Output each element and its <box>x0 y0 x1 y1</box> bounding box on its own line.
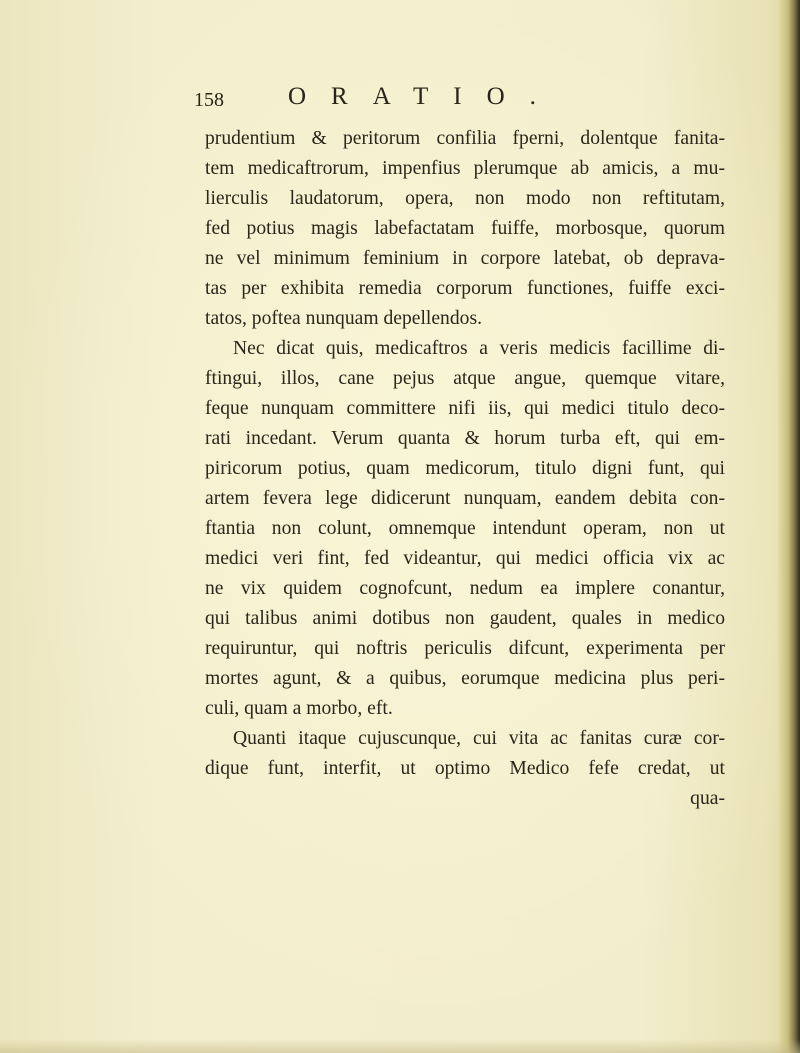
page-edge-shadow <box>778 0 800 1053</box>
text-line: rati incedant. Verum quanta & horum turba eft, qui em- <box>205 428 725 449</box>
text-line: ftantia non colunt, omnemque intendunt operam, non ut <box>205 518 725 539</box>
text-line: tas per exhibita remedia corporum functiones, fuiffe exci- <box>205 278 725 299</box>
text-line: medici veri fint, fed videantur, qui medici officia vix ac <box>205 548 725 569</box>
text-line: requiruntur, qui noftris periculis difcunt, experimenta per <box>205 638 725 659</box>
page-header <box>194 83 714 123</box>
paragraph-start-line: Quanti itaque cujuscunque, cui vita ac fanitas curæ cor- <box>233 728 725 749</box>
text-line: fed potius magis labefactatam fuiffe, morbosque, quorum <box>205 218 725 239</box>
catchword: qua- <box>690 788 725 809</box>
text-line: artem fevera lege didicerunt nunquam, eandem debita con- <box>205 488 725 509</box>
text-line: qui talibus animi dotibus non gaudent, quales in medico <box>205 608 725 629</box>
text-line: prudentium & peritorum confilia fperni, dolentque fanita- <box>205 128 725 149</box>
text-line: ftingui, illos, cane pejus atque angue, quemque vitare, <box>205 368 725 389</box>
text-line: culi, quam a morbo, eft. <box>205 698 393 719</box>
text-line: tatos, poftea nunquam depellendos. <box>205 308 482 329</box>
text-line: dique funt, interfit, ut optimo Medico fefe credat, ut <box>205 758 725 779</box>
page-number: 158 <box>194 89 224 111</box>
text-line: tem medicaftrorum, impenfius plerumque ab amicis, a mu- <box>205 158 725 179</box>
paragraph-start-line: Nec dicat quis, medicaftros a veris medicis facillime di- <box>233 338 725 359</box>
text-line: ne vix quidem cognofcunt, nedum ea implere conantur, <box>205 578 725 599</box>
text-line: lierculis laudatorum, opera, non modo non reftitutam, <box>205 188 725 209</box>
text-line: ne vel minimum feminium in corpore latebat, ob deprava- <box>205 248 725 269</box>
page-bottom-shadow <box>0 1039 800 1053</box>
text-line: feque nunquam committere nifi iis, qui medici titulo deco- <box>205 398 725 419</box>
running-title: ORATIO. <box>288 83 561 110</box>
text-line: piricorum potius, quam medicorum, titulo digni funt, qui <box>205 458 725 479</box>
text-line: mortes agunt, & a quibus, eorumque medicina plus peri- <box>205 668 725 689</box>
